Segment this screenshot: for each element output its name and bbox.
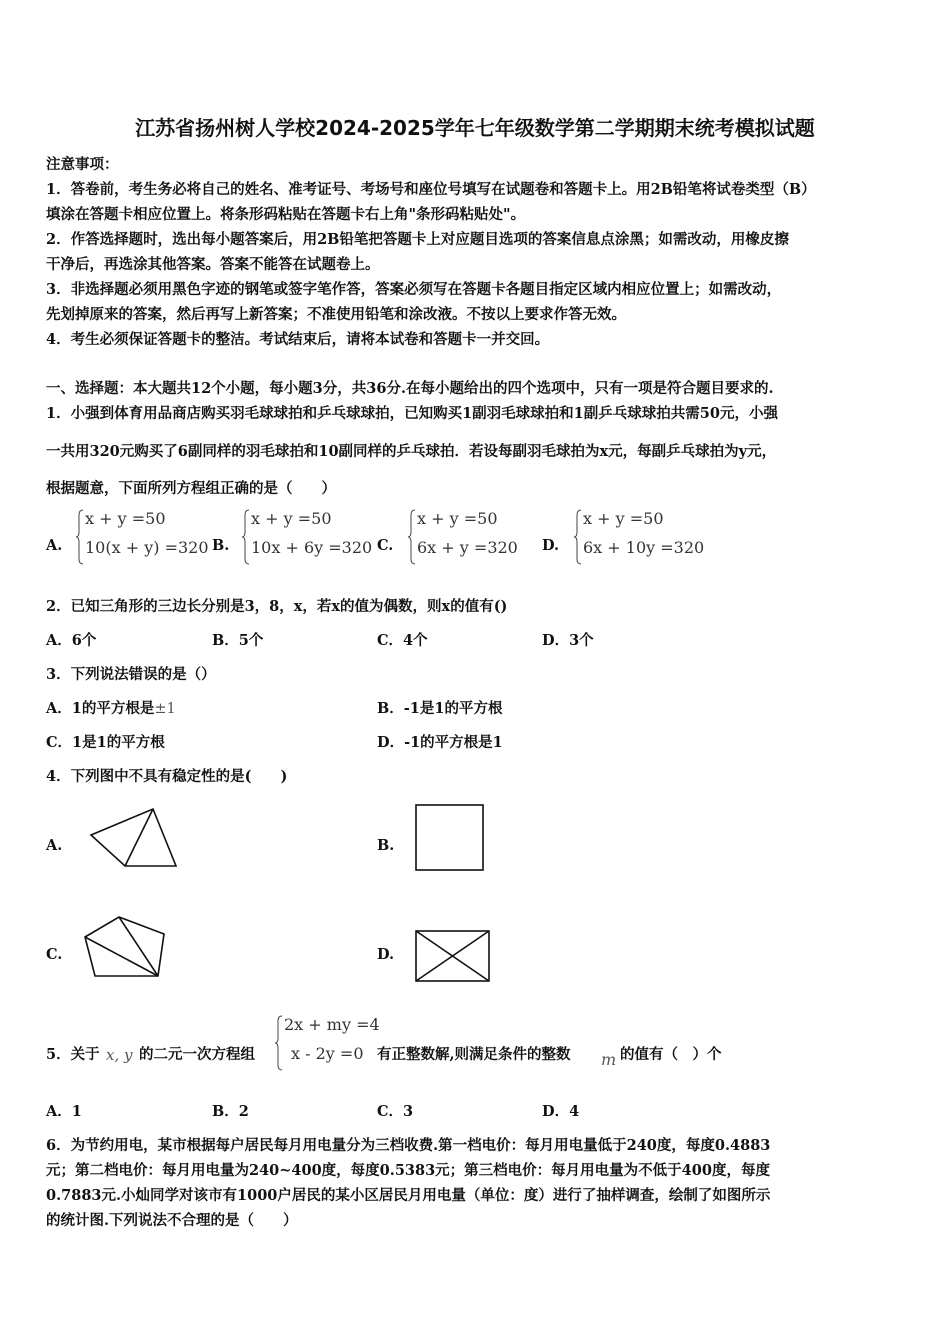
question-1-line: 根据题意，下面所列方程组正确的是（ ）	[46, 480, 336, 497]
equation: x - 2y =0	[291, 1044, 364, 1063]
question-6-line: 的统计图.下列说法不合理的是（ ）	[46, 1212, 298, 1229]
option-label: A.	[46, 837, 63, 854]
question-5-suffix: 有正整数解,则满足条件的整数	[377, 1046, 571, 1063]
question-4-stem: 4．下列图中不具有稳定性的是( )	[46, 768, 288, 785]
option-label: D.	[542, 537, 560, 554]
section-heading: 一、选择题：本大题共12个小题，每小题3分，共36分.在每小题给出的四个选项中，只有一项是符合题目要求的.	[46, 380, 774, 397]
option-b: B．2	[212, 1103, 249, 1120]
option-c: C．1是1的平方根	[46, 734, 165, 751]
option-a-text: A．1的平方根是	[46, 700, 155, 717]
plus-minus-one: ±1	[154, 701, 176, 717]
question-5-tail: 的值有（ ）个	[620, 1046, 722, 1063]
option-a	[46, 697, 176, 718]
question-6-line: 0.7883元.小灿同学对该市有1000户居民的某小区居民月用电量（单位：度）进行了抽样调查，绘制了如图所示	[46, 1187, 771, 1204]
figure-b-square	[414, 803, 486, 873]
option-d: D．-1的平方根是1	[377, 734, 503, 751]
equation: 6x + y =320	[417, 538, 518, 557]
option-b: B．-1是1的平方根	[377, 700, 503, 717]
notice-line: 填涂在答题卡相应位置上。将条形码粘贴在答题卡右上角"条形码粘贴处"。	[46, 206, 526, 223]
equation: x + y =50	[251, 509, 332, 528]
equation: 10x + 6y =320	[251, 538, 373, 557]
option-c: C．4个	[377, 632, 428, 649]
equation: x + y =50	[85, 509, 166, 528]
option-b: B．5个	[212, 632, 264, 649]
question-3-stem: 3．下列说法错误的是（）	[46, 666, 216, 683]
option-c: C．3	[377, 1103, 414, 1120]
equation: x + y =50	[417, 509, 498, 528]
option-d: D．4	[542, 1103, 580, 1120]
page-title: 江苏省扬州树人学校2024-2025学年七年级数学第二学期期末统考模拟试题	[135, 116, 815, 140]
question-5-mid: 的二元一次方程组	[139, 1046, 255, 1063]
equation: 2x + my =4	[284, 1015, 380, 1034]
option-label: A.	[46, 537, 63, 554]
notice-line: 干净后，再选涂其他答案。答案不能答在试题卷上。	[46, 256, 380, 273]
figure-c-quadrilateral	[82, 913, 168, 979]
brace-icon	[275, 1015, 283, 1071]
notice-line: 3．非选择题必须用黑色字迹的钢笔或签字笔作答，答案必须写在答题卡各题目指定区域内相应位置上；如需改动，	[46, 281, 782, 298]
figure-a-triangles	[88, 805, 180, 871]
option-a: A．1	[46, 1103, 82, 1120]
option-d: D．3个	[542, 632, 594, 649]
brace-icon	[242, 509, 250, 565]
brace-icon	[76, 509, 84, 565]
option-label: C.	[377, 537, 394, 554]
brace-icon	[408, 509, 416, 565]
question-6-line: 6．为节约用电，某市根据每户居民每月用电量分为三档收费.第一档电价：每月用电量低于240度，每度0.4883	[46, 1137, 771, 1154]
question-5-prefix: 5．关于	[46, 1046, 100, 1063]
notice-line: 4．考生必须保证答题卡的整洁。考试结束后，请将本试卷和答题卡一并交回。	[46, 331, 550, 348]
question-2-stem: 2．已知三角形的三边长分别是3，8，x，若x的值为偶数，则x的值有()	[46, 598, 508, 615]
question-5-m: m	[601, 1050, 617, 1069]
notice-heading: 注意事项：	[46, 156, 119, 173]
notice-line: 先划掉原来的答案，然后再写上新答案；不准使用铅笔和涂改液。不按以上要求作答无效。	[46, 306, 626, 323]
equation: 6x + 10y =320	[583, 538, 705, 557]
option-label: B.	[377, 837, 395, 854]
option-a: A．6个	[46, 632, 97, 649]
brace-icon	[574, 509, 582, 565]
question-6-line: 元；第二档电价：每月用电量为240~400度，每度0.5383元；第三档电价：每月用电量为不低于400度，每度	[46, 1162, 770, 1179]
option-label: C.	[46, 946, 63, 963]
question-5-vars: x, y	[106, 1046, 133, 1064]
notice-line: 1．答卷前，考生务必将自己的姓名、准考证号、考场号和座位号填写在试题卷和答题卡上。用2B铅笔将试卷类型（B）	[46, 181, 816, 198]
equation: x + y =50	[583, 509, 664, 528]
option-label: B.	[212, 537, 230, 554]
figure-d-rectangle-diagonals	[414, 929, 492, 983]
question-1-line: 一共用320元购买了6副同样的羽毛球拍和10副同样的乒乓球拍．若设每副羽毛球拍为x元，每副乒乓球拍为y元，	[46, 443, 777, 460]
notice-line: 2．作答选择题时，选出每小题答案后，用2B铅笔把答题卡上对应题目选项的答案信息点涂黑；如需改动，用橡皮擦	[46, 231, 789, 248]
equation: 10(x + y) =320	[85, 538, 209, 557]
question-1-line: 1．小强到体育用品商店购买羽毛球球拍和乒乓球球拍，已知购买1副羽毛球球拍和1副乒乓球球拍共需50元，小强	[46, 405, 778, 422]
option-label: D.	[377, 946, 395, 963]
